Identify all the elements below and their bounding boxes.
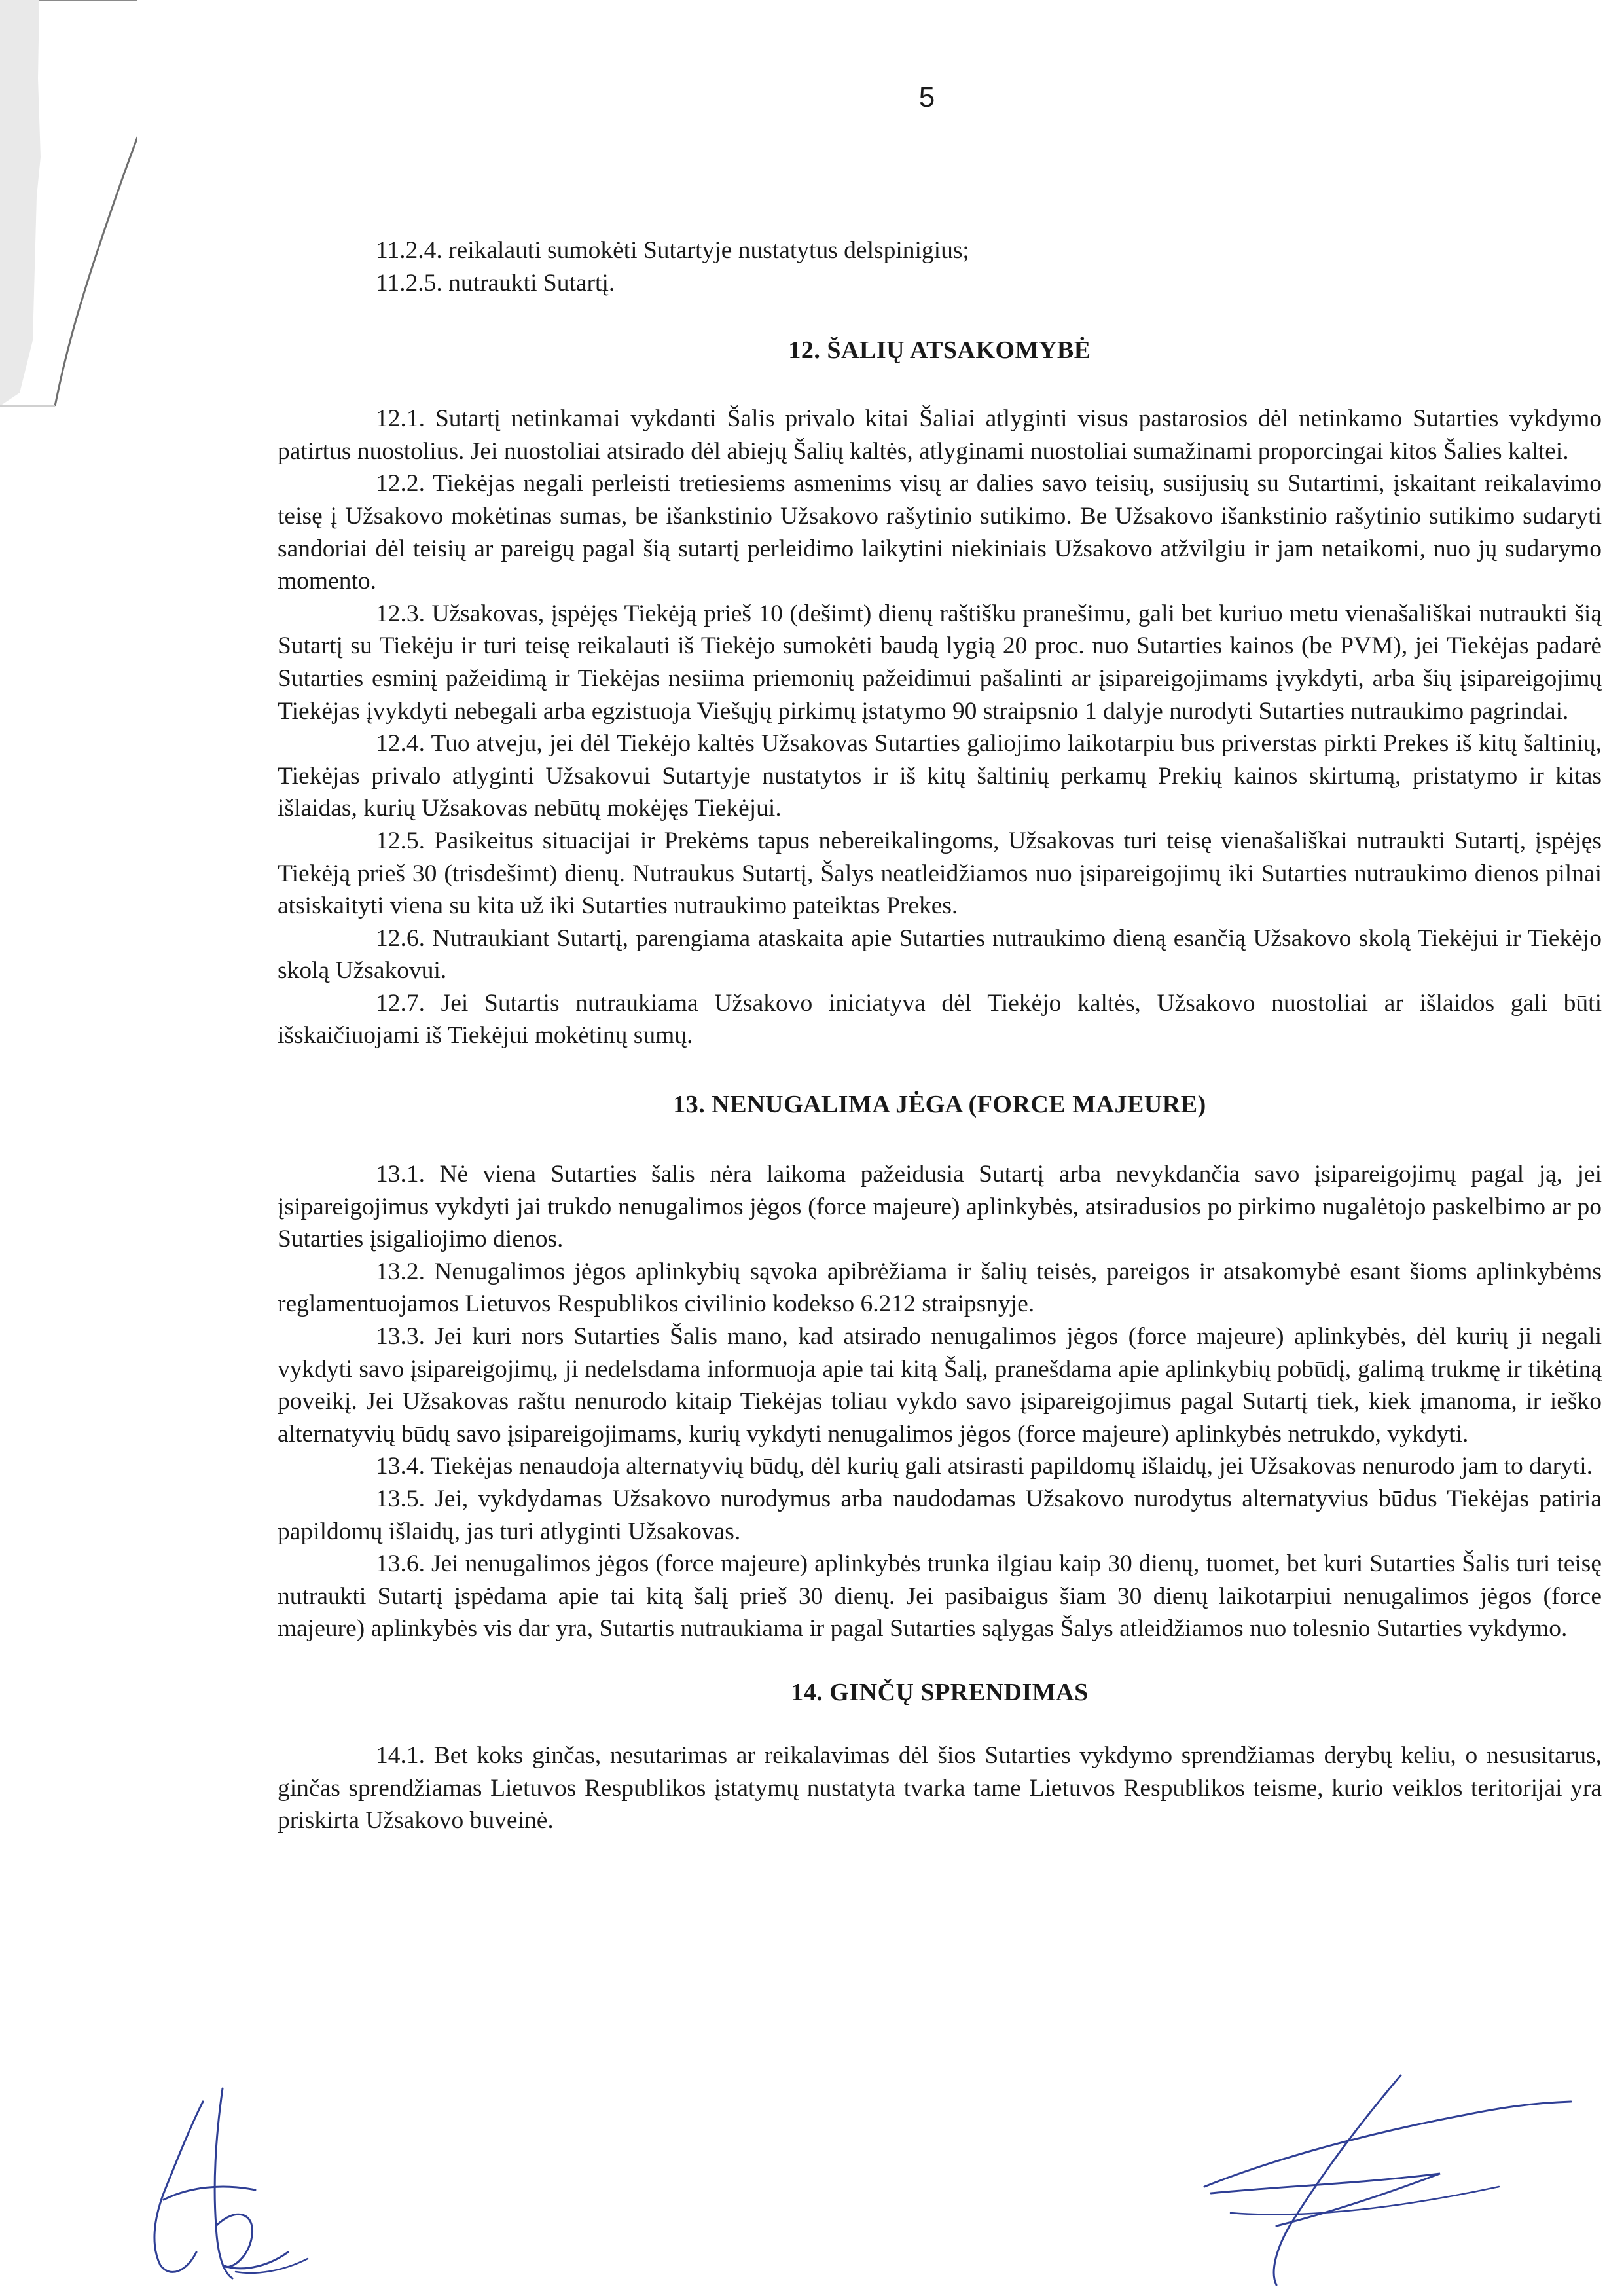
section-12-heading: 12. ŠALIŲ ATSAKOMYBĖ [788, 337, 1091, 365]
clause-11-2-5: 11.2.5. nutraukti Sutartį. [376, 269, 615, 297]
clause-13-2: 13.2. Nenugalimos jėgos aplinkybių sąvoka apibrėžiama ir šalių teisės, pareigos ir atsakomybė esant šioms aplinkybėms reglamentuojamos Lietuvos Respublikos civilinio kodekso 6.212 straipsnyje. [278, 1258, 1602, 1318]
clause-12-2: 12.2. Tiekėjas negali perleisti tretiesiems asmenims visų ar dalies savo teisių, susijusių su Sutartimi, įskaitant reikalavimo teisę į Užsakovo mokėtinas sumas, be išankstinio Užsakovo rašytinio sutikimo. Be Užsakovo išankstinio rašytinio sutikimo sudaryti sandoriai dėl teisių ar pareigų pagal šią sutartį perleidimo laikytini niekiniais Užsakovo atžvilgiu ir jam netaikomi, nuo jų sudarymo momento. [278, 470, 1602, 595]
handwritten-signature [1191, 2062, 1610, 2291]
clause-12-5: 12.5. Pasikeitus situacijai ir Prekėms tapus nebereikalingoms, Užsakovas turi teisę vienašališkai nutraukti Sutartį, įspėjęs Tiekėją prieš 30 (trisdešimt) dienų. Nutraukus Sutartį, Šalys neatleidžiamos nuo įsipareigojimų iki Sutarties nutraukimo dienos pilnai atsiskaityti viena su kita už iki Sutarties nutraukimo pateiktas Prekes. [278, 827, 1602, 920]
page-number: 5 [918, 81, 935, 113]
section-14-heading: 14. GINČŲ SPRENDIMAS [791, 1678, 1089, 1706]
document-body [278, 234, 1602, 1837]
clause-12-4: 12.4. Tuo atveju, jei dėl Tiekėjo kaltės Užsakovas Sutarties galiojimo laikotarpiu bus priverstas pirkti Prekes iš kitų šaltinių, Tiekėjas privalo atlyginti Užsakovui Sutartyje nustatytos ir iš kitų šaltinių perkamų Prekių kainos skirtumą, pristatymo ir kitas išlaidas, kurių Užsakovas nebūtų mokėjęs Tiekėjui. [278, 730, 1602, 822]
clause-11-2-4: 11.2.4. reikalauti sumokėti Sutartyje nustatytus delspinigius; [376, 237, 969, 264]
clause-14-1: 14.1. Bet koks ginčas, nesutarimas ar reikalavimas dėl šios Sutarties vykdymo sprendžiamas derybų keliu, o nesusitarus, ginčas sprendžiamas Lietuvos Respublikos įstatymų nustatyta tvarka tame Lietuvos Respublikos teisme, kurio veiklos teritorijai yra priskirta Užsakovo buveinė. [278, 1741, 1602, 1834]
clause-13-6: 13.6. Jei nenugalimos jėgos (force majeure) aplinkybės trunka ilgiau kaip 30 dienų, tuomet, bet kuri Sutarties Šalis turi teisę nutraukti Sutartį įspėdama apie tai kitą šalį prieš 30 dienų. Jei pasibaigus šiam 30 dienų laikotarpiui nenugalimos jėgos (force majeure) aplinkybės vis dar yra, Sutartis nutraukiama ir pagal Sutarties sąlygas Šalys atleidžiamos nuo tolesnio Sutarties vykdymo. [278, 1550, 1602, 1643]
clause-12-1: 12.1. Sutartį netinkamai vykdanti Šalis privalo kitai Šaliai atlyginti visus pastarosios dėl netinkamo Sutarties vykdymo patirtus nuostolius. Jei nuostoliai atsirado dėl abiejų Šalių kaltės, atlyginami nuostoliai sumažinami proporcingai kitos Šalies kaltei. [278, 405, 1602, 465]
clause-13-5: 13.5. Jei, vykdydamas Užsakovo nurodymus arba naudodamas Užsakovo nurodytus alternatyvius būdus Tiekėjas patiria papildomų išlaidų, jas turi atlyginti Užsakovas. [278, 1485, 1602, 1545]
handwritten-initials [124, 2075, 321, 2291]
clause-12-6: 12.6. Nutraukiant Sutartį, parengiama ataskaita apie Sutarties nutraukimo dieną esančią Užsakovo skolą Tiekėjui ir Tiekėjo skolą Užsakovui. [278, 924, 1602, 985]
clause-12-3: 12.3. Užsakovas, įspėjęs Tiekėją prieš 10 (dešimt) dienų raštišku pranešimu, gali bet kuriuo metu vienašališkai nutraukti šią Sutartį su Tiekėju ir turi teisę reikalauti iš Tiekėjo sumokėti baudą lygią 20 proc. nuo Sutarties kainos (be PVM), jei Tiekėjas padarė Sutarties esminį pažeidimą ir Tiekėjas nesiima priemonių pažeidimui pašalinti ar įsipareigojimams įvykdyti, arba šių įsipareigojimų Tiekėjas įvykdyti nebegali arba egzistuoja Viešųjų pirkimų įstatymo 90 straipsnio 1 dalyje nurodyti Sutarties nutraukimo pagrindai. [278, 600, 1602, 725]
clause-13-4: 13.4. Tiekėjas nenaudoja alternatyvių būdų, dėl kurių gali atsirasti papildomų išlaidų, jei Užsakovas nenurodo jam to daryti. [376, 1453, 1593, 1480]
clause-13-1: 13.1. Nė viena Sutarties šalis nėra laikoma pažeidusia Sutartį arba nevykdančia savo įsipareigojimų pagal ją, jei įsipareigojimus vykdyti jai trukdo nenugalimos jėgos (force majeure) aplinkybės, atsiradusios po pirkimo nugalėtojo paskelbimo ar po Sutarties įsigaliojimo dienos. [278, 1161, 1602, 1253]
clause-13-3: 13.3. Jei kuri nors Sutarties Šalis mano, kad atsirado nenugalimos jėgos (force majeure) aplinkybės, dėl kurių ji negali vykdyti savo įsipareigojimų, ji nedelsdama informuoja apie tai kitą Šalį, pranešdama apie aplinkybių pobūdį, galimą trukmę ir tikėtiną poveikį. Jei Užsakovas raštu nenurodo kitaip Tiekėjas toliau vykdo savo įsipareigojimus pagal Sutartį tiek, kiek įmanoma, ir ieško alternatyvių būdų savo įsipareigojimams, kurių vykdyti nenugalimos jėgos (force majeure) aplinkybės netrukdo, vykdyti. [278, 1323, 1602, 1448]
section-13-heading: 13. NENUGALIMA JĖGA (FORCE MAJEURE) [673, 1091, 1206, 1119]
scan-edge-shadow [0, 0, 137, 2296]
clause-12-7: 12.7. Jei Sutartis nutraukiama Užsakovo iniciatyva dėl Tiekėjo kaltės, Užsakovo nuostoliai ar išlaidos gali būti išskaičiuojami iš Tiekėjui mokėtinų sumų. [278, 989, 1602, 1049]
